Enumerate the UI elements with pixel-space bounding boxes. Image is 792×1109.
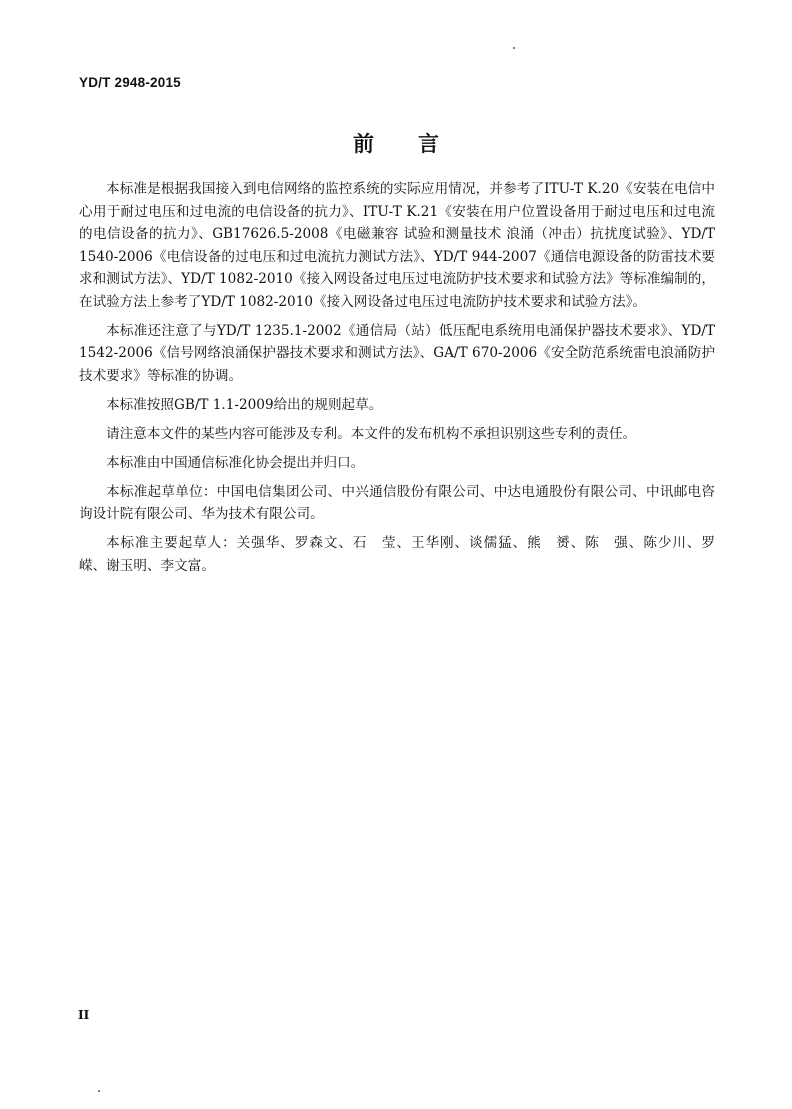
paragraph-basis: 本标准是根据我国接入到电信网络的监控系统的实际应用情况，并参考了ITU-T K.20《安装在电信中心用于耐过电压和过电流的电信设备的抗力》、ITU-T K.21《安装在用户位置设备用于耐过电压和过电流的电信设备的抗力》、GB17626.5-2008《电磁兼容 试验和测量技术 浪涌（冲击）抗扰度试验》、YD/T 1540-2006《电信设备的过电压和过电流抗力测试方法》、YD/T 944-2007《通信电源设备的防雷技术要求和测试方法》、YD/T 1082-2010《接入网设备过电压过电流防护技术要求和试验方法》等标准编制的，在试验方法上参考了YD/T 1082-2010《接入网设备过电压过电流防护技术要求和试验方法》。 (79, 181, 715, 310)
title-char-1: 前 (353, 132, 374, 156)
document-code: YD/T 2948-2015 (79, 75, 181, 90)
scan-artifact (513, 47, 515, 49)
paragraph-proposer: 本标准由中国通信标准化协会提出并归口。 (106, 454, 365, 471)
scan-artifact (98, 1090, 100, 1092)
title-char-2: 言 (418, 132, 439, 156)
paragraph-patent-notice: 请注意本文件的某些内容可能涉及专利。本文件的发布机构不承担识别这些专利的责任。 (106, 425, 637, 442)
paragraph-drafting-rules: 本标准按照GB/T 1.1-2009给出的规则起草。 (106, 396, 383, 413)
paragraph-coordination: 本标准还注意了与YD/T 1235.1-2002《通信局（站）低压配电系统用电涌保护器技术要求》、YD/T 1542-2006《信号网络浪涌保护器技术要求和测试方法》、GA/T 670-2006《安全防范系统雷电浪涌防护技术要求》等标准的协调。 (79, 322, 715, 384)
paragraph-drafters: 本标准主要起草人：关强华、罗森文、石 莹、王华刚、谈儒猛、熊 赟、陈 强、陈少川、罗 嵘、谢玉明、李文富。 (79, 535, 729, 574)
page-number: II (78, 1008, 90, 1022)
paragraph-drafting-units: 本标准起草单位：中国电信集团公司、中兴通信股份有限公司、中达电通股份有限公司、中讯邮电咨询设计院有限公司、华为技术有限公司。 (79, 483, 715, 522)
preface-body (79, 178, 729, 584)
page-title (0, 128, 792, 158)
